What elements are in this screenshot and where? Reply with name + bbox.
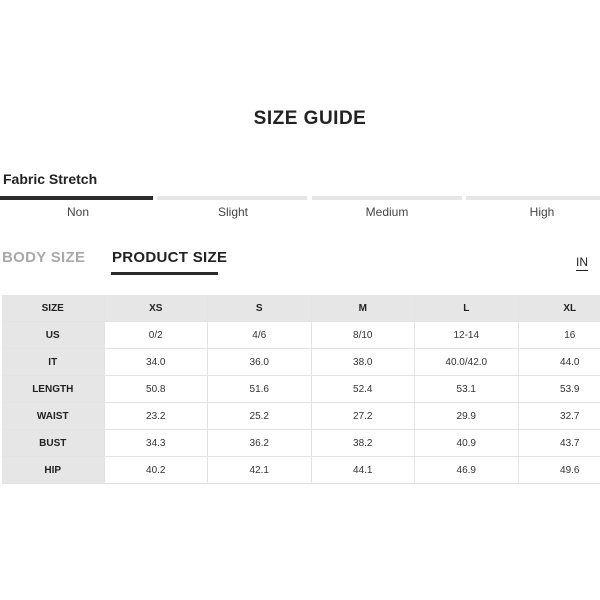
table-header: SIZE xyxy=(2,295,104,322)
table-cell: 36.2 xyxy=(208,430,312,457)
table-cell: 27.2 xyxy=(311,403,415,430)
table-cell: 23.2 xyxy=(104,403,208,430)
table-cell: 8/10 xyxy=(311,322,415,349)
active-tab-indicator xyxy=(111,272,218,275)
table-cell: 4/6 xyxy=(208,322,312,349)
table-cell: 49.6 xyxy=(518,457,600,484)
table-cell: 51.6 xyxy=(208,376,312,403)
stretch-bar-medium xyxy=(312,196,462,200)
fabric-stretch-scale xyxy=(0,196,600,200)
table-header: XL xyxy=(518,295,600,322)
table-row xyxy=(2,403,600,430)
stretch-level-slight: Slight xyxy=(217,205,249,219)
table-cell: 0/2 xyxy=(104,322,208,349)
table-cell: 38.2 xyxy=(311,430,415,457)
table-cell: 34.0 xyxy=(104,349,208,376)
table-header-row xyxy=(2,295,600,322)
row-label: LENGTH xyxy=(2,376,104,403)
page-title: SIZE GUIDE xyxy=(253,108,367,129)
table-cell: 40.0/42.0 xyxy=(415,349,519,376)
table-header: S xyxy=(208,295,312,322)
table-cell: 40.9 xyxy=(415,430,519,457)
stretch-level-medium: Medium xyxy=(365,205,409,219)
table-header: XS xyxy=(104,295,208,322)
table-cell: 25.2 xyxy=(208,403,312,430)
table-header: M xyxy=(311,295,415,322)
table-cell: 44.1 xyxy=(311,457,415,484)
table-row xyxy=(2,349,600,376)
table-cell: 16 xyxy=(518,322,600,349)
table-cell: 43.7 xyxy=(518,430,600,457)
size-table xyxy=(2,295,600,484)
stretch-bar-non xyxy=(0,196,153,200)
stretch-bar-slight xyxy=(157,196,307,200)
table-cell: 53.1 xyxy=(415,376,519,403)
table-cell: 36.0 xyxy=(208,349,312,376)
table-cell: 50.8 xyxy=(104,376,208,403)
table-row xyxy=(2,376,600,403)
table-row xyxy=(2,430,600,457)
table-cell: 52.4 xyxy=(311,376,415,403)
table-row xyxy=(2,457,600,484)
table-row xyxy=(2,322,600,349)
row-label: US xyxy=(2,322,104,349)
table-cell: 29.9 xyxy=(415,403,519,430)
table-cell: 34.3 xyxy=(104,430,208,457)
table-cell: 46.9 xyxy=(415,457,519,484)
tab-body-size[interactable]: BODY SIZE xyxy=(2,249,86,266)
table-cell: 32.7 xyxy=(518,403,600,430)
stretch-level-high: High xyxy=(529,205,555,219)
row-label: IT xyxy=(2,349,104,376)
table-cell: 53.9 xyxy=(518,376,600,403)
stretch-level-non: Non xyxy=(66,205,89,219)
table-header: L xyxy=(415,295,519,322)
stretch-bar-high xyxy=(466,196,600,200)
table-cell: 40.2 xyxy=(104,457,208,484)
row-label: BUST xyxy=(2,430,104,457)
row-label: HIP xyxy=(2,457,104,484)
tab-product-size[interactable]: PRODUCT SIZE xyxy=(112,249,228,266)
table-cell: 12-14 xyxy=(415,322,519,349)
row-label: WAIST xyxy=(2,403,104,430)
fabric-stretch-label: Fabric Stretch xyxy=(3,171,98,187)
table-cell: 44.0 xyxy=(518,349,600,376)
table-cell: 38.0 xyxy=(311,349,415,376)
table-cell: 42.1 xyxy=(208,457,312,484)
unit-toggle-in[interactable]: IN xyxy=(576,255,588,269)
